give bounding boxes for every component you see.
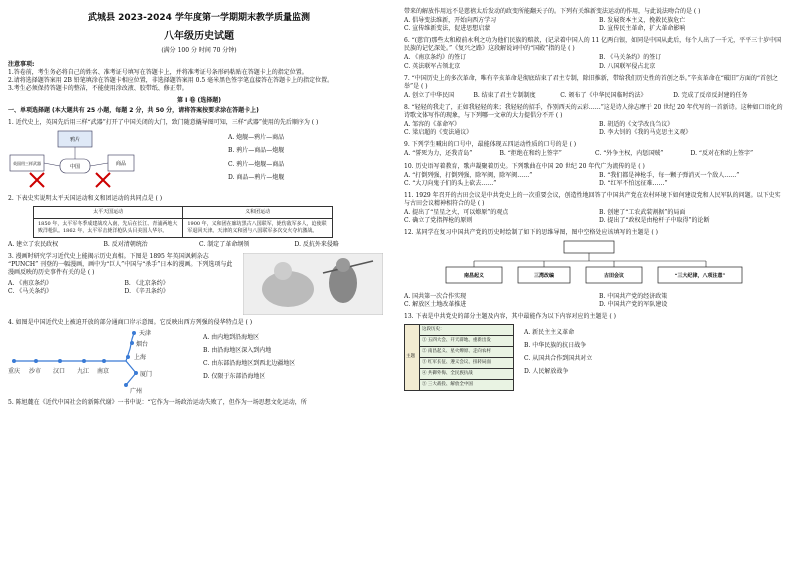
section-heading bbox=[8, 107, 390, 115]
option-a: A. 提出了“星星之火，可以燎原”的观点 bbox=[404, 208, 509, 216]
question-10 bbox=[404, 163, 786, 188]
option-d: D. 宣传民主革命，扩大革命影响 bbox=[599, 25, 686, 33]
option-a: A. “打倒列强，打倒列强，除军阀，除军阀……” bbox=[404, 171, 533, 179]
city-label: 汉口 bbox=[53, 367, 66, 375]
q1-node-right: 商品 bbox=[115, 161, 127, 168]
question-5-continued bbox=[404, 8, 786, 33]
city-label: 烟台 bbox=[136, 340, 149, 348]
question-stem: 3. 漫画时研究学习近代史上能揭示历史真相。下图是 1895 年英国讽刺杂志 “PUNCH” 刊登的一幅漫画，画中为“巨人”中国与“杀手”日本的漫画。下列选项与此漫画反映的历史事件有关的是 ( ) bbox=[8, 252, 233, 277]
q1-node-top: 鸦片 bbox=[69, 137, 81, 144]
table-cell: ① 五四大会、开天辟地、重新出发 bbox=[420, 335, 514, 346]
table-header: 主题 bbox=[405, 324, 420, 390]
table-cell: ⑤ 三大战役、解放全中国 bbox=[420, 379, 514, 390]
city-label: 上海 bbox=[134, 353, 147, 361]
option-d: D. 李大钊的《我的马克思主义观》 bbox=[599, 129, 692, 137]
right-column bbox=[404, 8, 786, 391]
q1-node-left: 英国用三样武器 bbox=[13, 161, 41, 167]
option-c: C. 宣传维新变法，促进思想启蒙 bbox=[404, 25, 491, 33]
option-d: D. 中国共产党的军队建设 bbox=[599, 301, 668, 309]
exam-meta: (满分 100 分 时间 70 分钟) bbox=[161, 46, 237, 54]
x-mark-icon bbox=[96, 173, 110, 187]
q1-node-center: 中国 bbox=[69, 164, 81, 171]
option-a: A. 国共第一次合作实现 bbox=[404, 293, 467, 301]
option-b: B. 创建了“工农武装割据”的局面 bbox=[599, 208, 686, 216]
option-b: B. 《马关条约》的签订 bbox=[599, 54, 662, 62]
question-stem: 1. 近代史上，英国先后用三样“武器”打开了中国关闭的大门，致门随意撬导图可知，三样“武器”使用的先后顺序为 ( ) bbox=[8, 119, 319, 127]
option-c: C. “外争主权，内惩国贼” bbox=[595, 150, 664, 158]
q1-diagram bbox=[8, 129, 138, 191]
option-c: C. 解放区土地改革推进 bbox=[404, 301, 467, 309]
question-stem: 5. 陈旭麓在《近代中国社会的新陈代谢》一书中说：“它作为一场政治运动失败了，但作为一场思想文化运动，所 bbox=[8, 398, 307, 406]
option-b: B. “拒绝在和约上签字” bbox=[499, 150, 562, 158]
table-header: 这段历史： bbox=[420, 324, 514, 335]
question-9 bbox=[404, 141, 786, 158]
q13-table bbox=[404, 324, 514, 391]
option-a: A. 倡导变法维新，开始向西方学习 bbox=[404, 17, 497, 25]
option-c: C. 鸦片—炮舰—商品 bbox=[228, 160, 285, 168]
table-header: 义和团运动 bbox=[183, 207, 333, 219]
option-b: B. 发展资本主义，挽救民族危亡 bbox=[599, 17, 686, 25]
city-label: 天津 bbox=[139, 329, 152, 337]
question-stem: 10. 历史语写着教育，歌声凝聚着历史。下列歌曲在中国 20 世纪 20 年代广为流传的是 ( ) bbox=[404, 162, 645, 170]
q2-table bbox=[33, 206, 333, 237]
option-d: D. 提出了“政权是由枪杆子中取得”的论断 bbox=[599, 217, 710, 225]
city-label: 厦门 bbox=[140, 370, 153, 378]
table-cell: ④ 共御外侮、全民族抗战 bbox=[420, 368, 514, 379]
city-label: 九江 bbox=[77, 367, 90, 375]
mindmap-node: 古田会议 bbox=[603, 273, 625, 280]
question-stem: 13. 下表是中共党史的部分主题及内容，其中最能作为以下内容对应的主题是 ( ) bbox=[404, 313, 616, 321]
option-b: B. 中华民族的抗日战争 bbox=[524, 341, 587, 349]
city-label: 沙市 bbox=[29, 367, 42, 375]
option-d: D. 八国联军侵占北京 bbox=[599, 62, 656, 70]
option-b: B. 反对清朝统治 bbox=[103, 240, 148, 248]
question-stem: 2. 下表史实说明太平天国运动和义和团运动的共同点是 ( ) bbox=[8, 195, 163, 203]
option-b: B. “我们都是神枪手，每一颗子弹消灭一个敌人……” bbox=[599, 171, 740, 179]
question-stem: 6. “(慈宫)那些太和殿前永利之功为他们民族的赔款，(记录着中国人的 11 亿两白银，如同是中国从此后，每个人出了一千元，平平三十岁中国民族的记忆深处。”《复兴之路》这段解说词中的“国殿”指的是 ( ) bbox=[404, 37, 782, 53]
question-stem: 9. 下列学生喊出的口号中，最能体现五四运动性质的口号的是 ( ) bbox=[404, 141, 577, 149]
option-d: D. 完成了反帝反封建的任务 bbox=[673, 91, 748, 99]
option-d: D. “反对在和约上签字” bbox=[690, 150, 754, 158]
option-c: C. 制定了革命纲领 bbox=[199, 240, 250, 248]
table-cell: ③ 红军长征、遵义会议、扭转局面 bbox=[420, 357, 514, 368]
question-stem: 7. “中国历史上的多次革命，唯有辛亥革命是彻底结束了君主专制，除旧推新，带给我们历史性的首创之举。”辛亥革命在“破旧”方面的“首创之举”是 ( ) bbox=[404, 74, 778, 90]
option-c: C. 确立了党指挥枪的原则 bbox=[404, 217, 473, 225]
table-header: 太平天国运动 bbox=[34, 207, 183, 219]
notes-item: 2.请将选择题答案用 2B 铅笔填涂在答题卡相应位置，非选择题答案用 0.5 毫米黑色签字笔直接答在答题卡上的指定位置。 bbox=[8, 76, 334, 84]
option-c: C. “大刀向鬼子们的头上砍去……” bbox=[404, 179, 497, 187]
option-b: B. 中国共产党的经济政策 bbox=[599, 293, 668, 301]
option-c: C. 从国共合作到国共对立 bbox=[524, 354, 593, 362]
question-stem: 8. “轻轻的我走了，正如我轻轻的来；我轻轻的招手，作别西天的云彩……”这是诗人徐志摩于 20 世纪 20 年代写的一首新诗。这种如口语化的诗歌文体写作的现象，与下列哪一文章的大力提倡分不开 ( ) bbox=[404, 103, 783, 120]
option-c: C. 颁布了《中华民国临时约法》 bbox=[560, 91, 647, 99]
table-cell: 1900 年，义和团在廊坊黑古八国联军，毙伤敌军多人，迫使联军退回天津。天津的义和团与八国联军多次交火夺坑激战。 bbox=[183, 219, 333, 238]
option-b: B. 结束了君主专制制度 bbox=[473, 91, 536, 99]
notes-item: 3.考生必须保持答题卡的整洁，不能使用涂改液、胶带纸、修正带。 bbox=[8, 85, 188, 93]
question-8 bbox=[404, 104, 786, 137]
question-stem: 11. 1929 年召开的古田会议是中共党史上的一次重要会议，创造性地回答了中国共产党在农村环境下如何建设党和人民军队的问题。以下史实与古田会议精神相符合的是 ( ) bbox=[404, 191, 781, 207]
mindmap-node: 三湾改编 bbox=[533, 273, 555, 280]
option-c: C. 英法联军占领北京 bbox=[404, 62, 461, 70]
question-stem: 12. 某同学在复习中国共产党的历史时绘制了如下的思维导图，图中空格处应该填写的主题是 ( ) bbox=[404, 229, 658, 237]
option-b: B. 《北京条约》 bbox=[124, 280, 169, 288]
question-7 bbox=[404, 75, 786, 100]
question-11 bbox=[404, 192, 786, 225]
option-d: D. 商品—鸦片—炮舰 bbox=[228, 173, 285, 181]
option-b: B. 胡适的《文学改良刍议》 bbox=[599, 121, 674, 129]
mindmap-node: 南昌起义 bbox=[463, 273, 485, 280]
table-cell: ② 南昌起义、星火燎原、走向农村 bbox=[420, 346, 514, 357]
option-c: C. 由东部沿海地区到西北边疆地区 bbox=[203, 360, 296, 368]
q12-mindmap bbox=[444, 239, 744, 291]
option-a: A. 邹容的《革命军》 bbox=[404, 121, 461, 129]
option-a: A. 炮舰—鸦片—商品 bbox=[228, 134, 285, 142]
option-b: B. 鸦片—商品—炮舰 bbox=[228, 147, 285, 155]
mindmap-node: “三大纪律，八项注意” bbox=[674, 273, 726, 280]
option-d: D. 反抗外来侵略 bbox=[294, 240, 339, 248]
option-a: A. 《南京条约》的签订 bbox=[404, 54, 467, 62]
option-a: A. 建立了农民政权 bbox=[8, 240, 59, 248]
option-a: A. 《南京条约》 bbox=[8, 280, 53, 288]
city-label: 南京 bbox=[97, 367, 110, 375]
option-a: A. “誓死为力，还我青岛” bbox=[404, 150, 473, 158]
option-d: D. 《辛丑条约》 bbox=[124, 288, 169, 296]
question-stem: 4. 如图是中国近代史上被迫开放的部分通商口岸示意图。它反映出西方列强的侵华特点是 ( ) bbox=[8, 318, 253, 326]
question-5 bbox=[8, 399, 390, 407]
section-note: (本大题共有 25 小题，每题 2 分，共 50 分，请将答案按要求涂在答题卡上) bbox=[51, 107, 259, 115]
cartoon-image bbox=[243, 253, 383, 315]
section-title: 一、单项选择题 bbox=[8, 107, 51, 115]
exam-subject: 八年级历史试题 bbox=[164, 31, 234, 43]
question-1 bbox=[8, 119, 390, 191]
table-cell: 1850 年，太平军冬季成建战攻入南，先后在长江、青浦两地大败洋枪队。1862 年，太平军击毙洋枪队头目美国人华尔。 bbox=[34, 219, 183, 238]
question-3 bbox=[8, 253, 390, 315]
option-d: D. “红军不怕远征难……” bbox=[599, 179, 668, 187]
question-6 bbox=[404, 37, 786, 70]
option-b: B. 由沿海地区深入到内地 bbox=[203, 347, 272, 355]
notes bbox=[8, 61, 390, 93]
option-a: A. 新民主主义革命 bbox=[524, 328, 575, 336]
option-d: D. 人民解放战争 bbox=[524, 367, 569, 375]
question-2 bbox=[8, 195, 390, 248]
part1-heading: 第 I 卷 (选择题) bbox=[177, 97, 221, 105]
exam-title: 武城县 2023-2024 学年度第一学期期末教学质量监测 bbox=[87, 13, 311, 23]
left-column bbox=[8, 8, 390, 407]
option-c: C. 梁启超的《变法通议》 bbox=[404, 129, 473, 137]
ports-map bbox=[8, 329, 158, 395]
option-a: A. 由内地到沿海地区 bbox=[203, 333, 260, 341]
notes-heading: 注意事项: bbox=[8, 60, 35, 68]
option-a: A. 创立了中华民国 bbox=[404, 91, 455, 99]
question-13 bbox=[404, 313, 786, 390]
x-mark-icon bbox=[30, 173, 44, 187]
question-12 bbox=[404, 229, 786, 309]
question-4 bbox=[8, 319, 390, 395]
option-d: D. 仅限于东部沿海地区 bbox=[203, 373, 266, 381]
question-stem: 带来的解放作用远不是慈禧太后发动的政变所能翻天子的。下列有关维新变法运动的作用，与此说法吻合的是 ( ) bbox=[404, 8, 701, 15]
city-label: 广州 bbox=[130, 387, 143, 395]
option-c: C. 《马关条约》 bbox=[8, 288, 53, 296]
city-label: 重庆 bbox=[8, 367, 21, 375]
notes-item: 1.答卷前，考生务必将自己的姓名、准考证号填写在答题卡上，并将准考证号条形码粘贴在答题卡上的指定位置。 bbox=[8, 68, 308, 76]
